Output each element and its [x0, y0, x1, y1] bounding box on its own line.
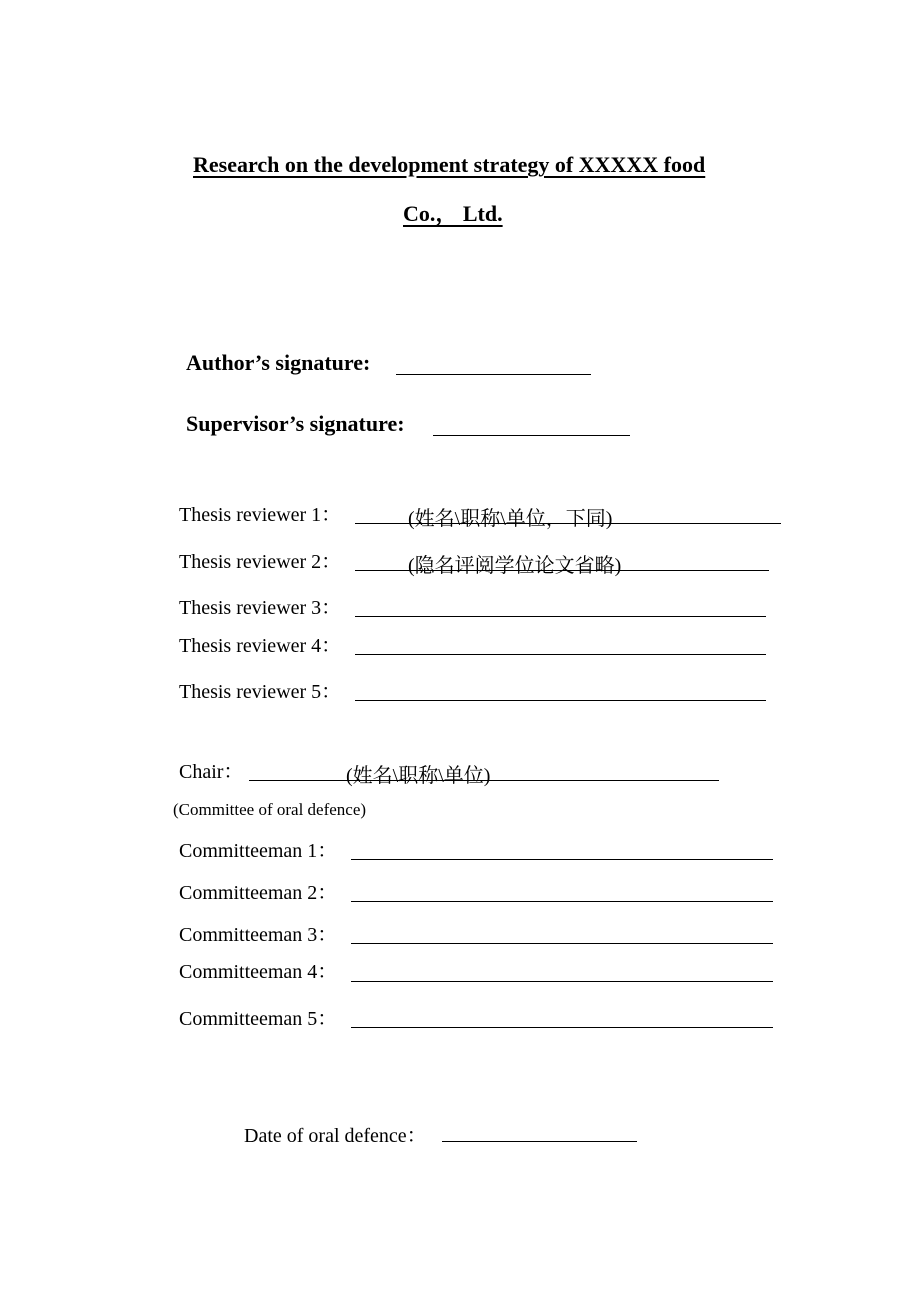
thesis-title-line-2: Co.， Ltd.: [403, 201, 503, 226]
thesis-reviewer-4-label: Thesis reviewer 4：: [179, 635, 342, 657]
committeeman-2-label: Committeeman 2：: [179, 882, 338, 904]
author-signature-line[interactable]: [396, 374, 591, 375]
committee-heading: (Committee of oral defence): [173, 800, 367, 819]
defence-date-field[interactable]: [442, 1141, 637, 1142]
thesis-reviewer-1-field[interactable]: [355, 523, 781, 524]
chair-field[interactable]: [249, 780, 719, 781]
committeeman-2-field[interactable]: [351, 901, 773, 902]
author-signature-label: Author’s signature:: [186, 350, 371, 375]
committeeman-1-field[interactable]: [351, 859, 773, 860]
thesis-title-line-1: Research on the development strategy of XXXXX food: [193, 152, 706, 177]
thesis-reviewer-5-label: Thesis reviewer 5：: [179, 681, 342, 703]
supervisor-signature-label: Supervisor’s signature:: [186, 411, 405, 436]
thesis-reviewer-1-label: Thesis reviewer 1：: [179, 504, 342, 526]
thesis-reviewer-4-field[interactable]: [355, 654, 766, 655]
thesis-reviewer-2-note: (隐名评阅学位论文省略): [408, 555, 622, 577]
defence-date-label: Date of oral defence：: [244, 1125, 427, 1147]
thesis-reviewer-5-field[interactable]: [355, 700, 766, 701]
committeeman-5-field[interactable]: [351, 1027, 773, 1028]
thesis-reviewer-2-label: Thesis reviewer 2：: [179, 551, 342, 573]
thesis-reviewer-3-field[interactable]: [355, 616, 766, 617]
thesis-reviewer-1-note: (姓名\职称\单位，下同): [408, 508, 613, 530]
committeeman-3-field[interactable]: [351, 943, 773, 944]
committeeman-4-label: Committeeman 4：: [179, 961, 338, 983]
chair-label: Chair：: [179, 761, 244, 783]
committeeman-5-label: Committeeman 5：: [179, 1008, 338, 1030]
supervisor-signature-line[interactable]: [433, 435, 630, 436]
thesis-reviewer-2-field[interactable]: [355, 570, 769, 571]
thesis-reviewer-3-label: Thesis reviewer 3：: [179, 597, 342, 619]
committeeman-4-field[interactable]: [351, 981, 773, 982]
committeeman-3-label: Committeeman 3：: [179, 924, 338, 946]
chair-note: (姓名\职称\单位): [346, 765, 491, 787]
committeeman-1-label: Committeeman 1：: [179, 840, 338, 862]
